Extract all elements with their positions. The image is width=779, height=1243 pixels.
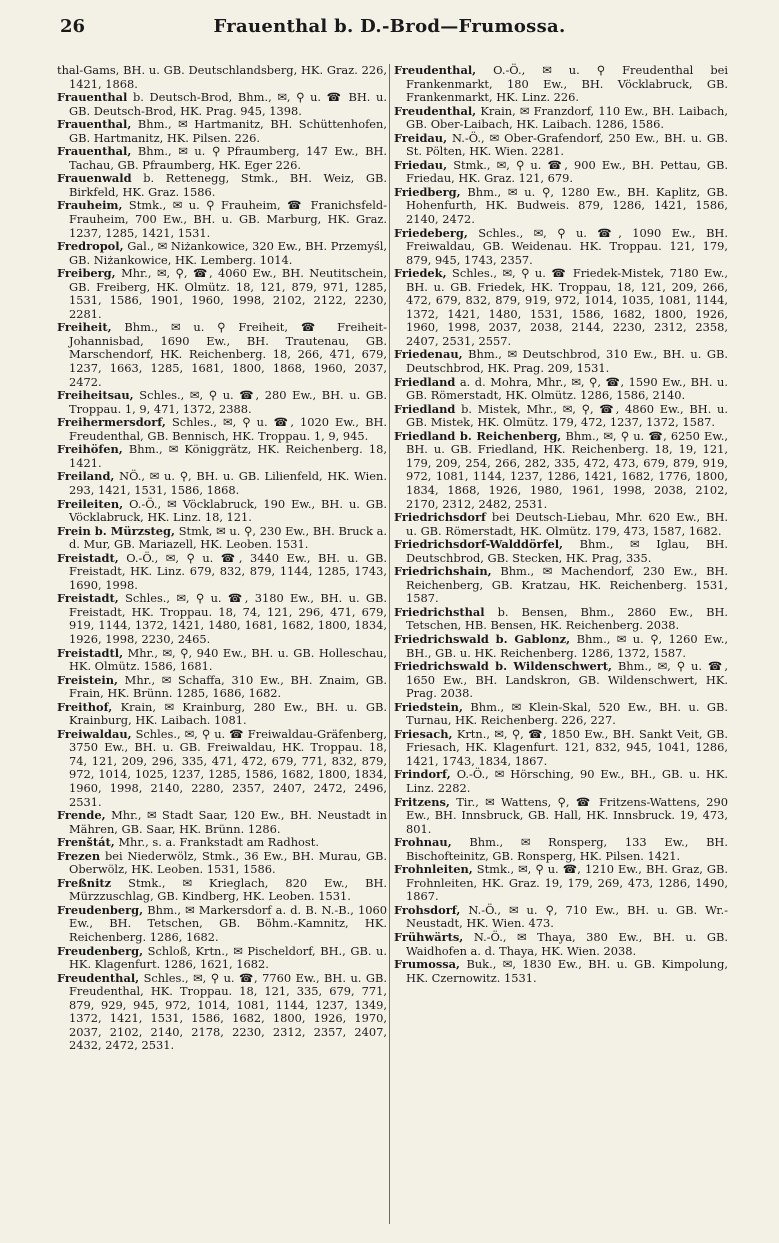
entry-headword: Friedland b. Reichenberg, (394, 428, 562, 443)
directory-entry (394, 132, 728, 159)
entry-headword: Freistein, (57, 672, 118, 687)
entry-text: Schles., ✉, ⚲ u. ☎, 7760 Ew., BH. u. GB. Freudenthal, HK. Troppau. 18, 121, 335, 679, 771, 879, 929, 945, 972, 1014, 1081, 1144, 1237, 1349, 1372, 1421, 1531, 1586, 1682, 1800, 1926, 1970, 2037, 2102, 2140, 2178, 2230, 2312, 2357, 2407, 2432, 2472, 2531. (69, 970, 387, 1053)
entry-text: Mhr., ✉, ⚲, ☎, 4060 Ew., BH. Neutitschein, GB. Freiberg, HK. Olmütz. 18, 121, 879, 971, 1285, 1531, 1586, 1901, 1960, 1998, 2102, 2122, 2230, 2281. (69, 266, 387, 321)
directory-entry (394, 701, 728, 728)
entry-headword: Frende, (57, 808, 106, 823)
entry-text: Stmk., ✉, ⚲ u. ☎, 900 Ew., BH. Pettau, GB. Friedau, HK. Graz. 121, 679. (406, 157, 728, 186)
entry-headword: Freiland, (57, 469, 115, 484)
entry-text: Bhm., ✉ Ronsperg, 133 Ew., BH. Bischofteinitz, GB. Ronsperg, HK. Pilsen. 1421. (406, 835, 728, 863)
entry-text: Tir., ✉ Wattens, ⚲, ☎ Fritzens-Wattens, 290 Ew., BH. Innsbruck, GB. Hall, HK. Innsbruck. 19, 473, 801. (406, 794, 729, 836)
page-number: 26 (60, 16, 86, 37)
directory-entry (394, 159, 728, 186)
entry-headword: Friedstein, (394, 699, 463, 714)
entry-text: b. Rettenegg, Stmk., BH. Weiz, GB. Birkfeld, HK. Graz. 1586. (69, 171, 387, 199)
entry-text: b. Deutsch-Brod, Bhm., ✉, ⚲ u. ☎ BH. u. GB. Deutsch-Brod, HK. Prag. 945, 1398. (69, 90, 387, 118)
directory-entry (394, 904, 728, 931)
entry-headword: Friedland (394, 401, 456, 416)
directory-entry (57, 199, 387, 240)
entry-text: b. Mistek, Mhr., ✉, ⚲, ☎, 4860 Ew., BH. u. GB. Mistek, HK. Olmütz. 179, 472, 1237, 1372, 1587. (406, 401, 729, 430)
right-column (394, 64, 728, 985)
entry-text: Bhm., ✉ Machendorf, 230 Ew., BH. Reichenberg, GB. Kratzau, HK. Reichenberg. 1531, 1587. (406, 564, 728, 606)
entry-headword: Friedrichswald b. Wildenschwert, (394, 659, 612, 674)
directory-entry (57, 674, 387, 701)
directory-entry (57, 809, 387, 836)
entry-text: Bhm., ✉ Hartmanitz, BH. Schüttenhofen, GB. Hartmanitz, HK. Pilsen. 226. (69, 117, 387, 145)
entry-text: Bhm., ✉ u. ⚲, 1280 Ew., BH. Kaplitz, GB. Hohenfurth, HK. Budweis. 879, 1286, 1421, 1586, 2140, 2472. (406, 184, 728, 227)
entry-text: N.-Ö., ✉ Thaya, 380 Ew., BH. u. GB. Waidhofen a. d. Thaya, HK. Wien. 2038. (406, 930, 729, 958)
entry-headword: Frühwärts, (394, 930, 464, 944)
entry-headword: Friedrichsthal (394, 604, 485, 619)
entry-headword: Frein b. Mürzsteg, (57, 523, 175, 538)
directory-entry (57, 904, 387, 945)
directory-entry (57, 592, 387, 646)
directory-entry (57, 850, 387, 877)
entry-text: a. d. Mohra, Mhr., ✉, ⚲, ☎, 1590 Ew., BH. u. GB. Römerstadt, HK. Olmütz. 1286, 1586, 2140. (406, 374, 728, 403)
directory-entry (57, 552, 387, 593)
directory-entry (57, 498, 387, 525)
entry-headword: Friedrichsdorf-Walddörfel, (394, 537, 564, 552)
entry-text: Krain, ✉ Franzdorf, 110 Ew., BH. Laibach, GB. Ober-Laibach, HK. Laibach. 1286, 1586. (406, 103, 729, 132)
page-header (0, 14, 779, 40)
entry-text: Stmk., ✉ u. ⚲ Frauheim, ☎ Franichsfeld-Frauheim, 700 Ew., BH. u. GB. Marburg, HK. Graz. 1237, 1285, 1421, 1531. (69, 198, 388, 240)
entry-text: Buk., ✉, 1830 Ew., BH. u. GB. Kimpolung, HK. Czernowitz. 1531. (406, 957, 728, 985)
column-divider (389, 64, 390, 1224)
directory-entry (57, 470, 387, 497)
left-column (57, 64, 387, 1053)
directory-entry (57, 443, 387, 470)
entry-text: NÖ., ✉ u. ⚲, BH. u. GB. Lilienfeld, HK. Wien. 293, 1421, 1531, 1586, 1868. (69, 469, 387, 497)
entry-headword: Freihermersdorf, (57, 415, 166, 430)
entry-text: Krain, ✉ Krainburg, 280 Ew., BH. u. GB. Krainburg, HK. Laibach. 1081. (69, 699, 387, 728)
entry-headword: Frauheim, (57, 198, 123, 213)
entry-text: Bhm., ✉ u. ⚲ Freiheit, ☎ Freiheit-Johannisbad, 1690 Ew., BH. Trautenau, GB. Marschendorf, HK. Reichenberg. 18, 266, 471, 679, 1237, 1663, 1285, 1681, 1800, 1868, 1960, 2037, 2472. (69, 320, 387, 389)
directory-entry (57, 728, 387, 809)
directory-entry (57, 945, 387, 972)
directory-entry (394, 186, 728, 227)
directory-entry (57, 647, 387, 674)
directory-entry (57, 389, 387, 416)
directory-entry (57, 172, 387, 199)
directory-entry (57, 64, 387, 91)
entry-headword: Freudenthal, (394, 103, 477, 118)
entry-headword: Friedrichsdorf (394, 510, 486, 525)
entry-text: Gal., ✉ Niżankowice, 320 Ew., BH. Przemyśl, GB. Niżankowice, HK. Lemberg. 1014. (69, 239, 387, 267)
directory-entry (394, 660, 728, 701)
entry-text: O.-Ö., ✉, ⚲ u. ☎, 3440 Ew., BH. u. GB. Freistadt, HK. Linz. 679, 832, 879, 1144, 1285, 1743, 1690, 1998. (69, 550, 387, 592)
directory-entry (57, 877, 387, 904)
entry-headword: Freistadt, (57, 550, 119, 565)
entry-headword: Freiheitsau, (57, 388, 134, 403)
directory-entry (394, 958, 728, 985)
directory-entry (57, 240, 387, 267)
entry-headword: Friedek, (394, 266, 447, 281)
entry-headword: Friedrichshain, (394, 564, 492, 579)
directory-entry (394, 348, 728, 375)
entry-headword: Freiheit, (57, 320, 112, 335)
entry-headword: Freßnitz (57, 875, 112, 890)
directory-entry (394, 403, 728, 430)
entry-text: Bhm., ✉ u. ⚲, 1260 Ew., BH., GB. u. HK. Reichenberg. 1286, 1372, 1587. (406, 631, 729, 660)
entry-headword: Frindorf, (394, 767, 451, 782)
entry-headword: Freistadtl, (57, 645, 124, 660)
entry-headword: Frohnau, (394, 835, 452, 850)
entry-text: Schles., ✉, ⚲ u. ☎ Freiwaldau-Gräfenberg, 3750 Ew., BH. u. GB. Freiwaldau, HK. Troppau. 18, 74, 121, 209, 296, 335, 471, 472, 679, 771, 832, 879, 972, 1014, 1025, 1237, 1285, 1586, 1682, 1800, 1834, 1960, 1998, 2140, 2280, 2357, 2407, 2472, 2496, 2531. (69, 726, 387, 809)
directory-entry (57, 321, 387, 389)
directory-entry (394, 376, 728, 403)
entry-text: Krtn., ✉, ⚲, ☎, 1850 Ew., BH. Sankt Veit, GB. Friesach, HK. Klagenfurt. 121, 832, 945, 1041, 1286, 1421, 1743, 1834, 1867. (406, 726, 729, 768)
entry-text: O.-Ö., ✉ Hörsching, 90 Ew., BH., GB. u. HK. Linz. 2282. (406, 767, 729, 795)
directory-entry (394, 863, 728, 904)
entry-headword: Freidau, (394, 130, 448, 145)
entry-text: Mhr., s. a. Frankstadt am Radhost. (118, 835, 319, 850)
entry-text: Schles., ✉, ⚲ u. ☎, 3180 Ew., BH. u. GB. Freistadt, HK. Troppau. 18, 74, 121, 296, 471, 679, 919, 1144, 1372, 1421, 1480, 1681, 1682, 1800, 1834, 1926, 1998, 2230, 2465. (69, 591, 387, 646)
entry-headword: Freiberg, (57, 266, 116, 281)
entry-headword: Frohsdorf, (394, 902, 461, 917)
entry-headword: Friedrichswald b. Gablonz, (394, 631, 571, 646)
entry-headword: Fredropol, (57, 239, 124, 254)
directory-entry (394, 768, 728, 795)
entry-headword: Freistadt, (57, 591, 119, 606)
entry-text: Stmk., ✉ Krieglach, 820 Ew., BH. Mürzzuschlag, GB. Kindberg, HK. Leoben. 1531. (69, 875, 387, 904)
entry-headword: Friedland (394, 374, 456, 389)
directory-entry (394, 606, 728, 633)
directory-entry (394, 931, 728, 958)
entry-text: N.-Ö., ✉ Ober-Grafendorf, 250 Ew., BH. u. GB. St. Pölten, HK. Wien. 2281. (406, 130, 729, 159)
entry-text: N.-Ö., ✉ u. ⚲, 710 Ew., BH. u. GB. Wr.-Neustadt, HK. Wien. 473. (406, 902, 729, 931)
directory-entry (57, 836, 387, 850)
entry-headword: Frauenwald (57, 171, 132, 186)
entry-text: Bhm., ✉ Königgrätz, HK. Reichenberg. 18, 1421. (69, 442, 388, 470)
entry-text: Schloß, Krtn., ✉ Pischeldorf, BH., GB. u. HK. Klagenfurt. 1286, 1621, 1682. (69, 943, 388, 972)
entry-text: O.-Ö., ✉ u. ⚲ Freudenthal bei Frankenmarkt, 180 Ew., BH. Vöcklabruck, GB. Frankenmarkt, HK. Linz. 226. (406, 63, 728, 105)
entry-headword: Freithof, (57, 699, 113, 714)
entry-text: Bhm., ✉ Deutschbrod, 310 Ew., BH. u. GB. Deutschbrod, HK. Prag. 209, 1531. (406, 347, 728, 376)
entry-headword: Frohnleiten, (394, 862, 473, 877)
entry-text: Stmk, ✉ u. ⚲, 230 Ew., BH. Bruck a. d. Mur, GB. Mariazell, HK. Leoben. 1531. (69, 523, 388, 552)
entry-headword: Fritzens, (394, 794, 450, 809)
directory-entry (57, 91, 387, 118)
entry-headword: Friedeberg, (394, 225, 468, 240)
entry-text: Bhm., ✉ Klein-Skal, 520 Ew., BH. u. GB. Turnau, HK. Reichenberg. 226, 227. (406, 699, 728, 728)
entry-text: thal-Gams, BH. u. GB. Deutschlandsberg, HK. Graz. 226, 1421, 1868. (57, 63, 387, 91)
entry-headword: Freudenthal, (57, 970, 140, 985)
entry-text: Mhr., ✉ Stadt Saar, 120 Ew., BH. Neustadt in Mähren, GB. Saar, HK. Brünn. 1286. (69, 808, 387, 836)
entry-text: Mhr., ✉, ⚲, 940 Ew., BH. u. GB. Holleschau, HK. Olmütz. 1586, 1681. (69, 645, 387, 674)
entry-headword: Frauenthal, (57, 144, 132, 159)
entry-text: Bhm., ✉ Iglau, BH. Deutschbrod, GB. Stecken, HK. Prag, 335. (406, 537, 728, 565)
page-title: Frauenthal b. D.-Brod—Frumossa. (213, 16, 566, 37)
directory-entry (394, 565, 728, 606)
entry-text: Mhr., ✉ Schaffa, 310 Ew., BH. Znaim, GB. Frain, HK. Brünn. 1285, 1686, 1682. (69, 672, 387, 701)
entry-text: Stmk., ✉, ⚲ u. ☎, 1210 Ew., BH. Graz, GB. Frohnleiten, HK. Graz. 19, 179, 269, 473, 1286, 1490, 1867. (406, 862, 728, 904)
entry-headword: Frumossa, (394, 957, 460, 972)
entry-text: Bhm., ✉, ⚲ u. ☎, 1650 Ew., BH. Landskron, GB. Wildenschwert, HK. Prag. 2038. (406, 659, 728, 701)
directory-entry (394, 267, 728, 348)
entry-text: Schles., ✉, ⚲ u. ☎, 280 Ew., BH. u. GB. Troppau. 1, 9, 471, 1372, 2388. (69, 388, 387, 416)
entry-text: Bhm., ✉ u. ⚲ Pfraumberg, 147 Ew., BH. Tachau, GB. Pfraumberg, HK. Eger 226. (69, 144, 387, 172)
entry-text: b. Bensen, Bhm., 2860 Ew., BH. Tetschen, HB. Bensen, HK. Reichenberg. 2038. (406, 604, 729, 633)
entry-text: bei Deutsch-Liebau, Mhr. 620 Ew., BH. u. GB. Römerstadt, HK. Olmütz. 179, 473, 1587, 1682. (406, 510, 728, 538)
entry-headword: Freudenthal, (394, 63, 477, 77)
entry-text: Schles., ✉, ⚲ u. ☎, 1020 Ew., BH. Freudenthal, GB. Bennisch, HK. Troppau. 1, 9, 945. (69, 415, 387, 443)
directory-entry (394, 538, 728, 565)
directory-entry (57, 416, 387, 443)
entry-headword: Freudenberg, (57, 943, 144, 958)
entry-headword: Freiwaldau, (57, 726, 132, 741)
directory-entry (394, 633, 728, 660)
entry-headword: Friedau, (394, 157, 448, 172)
entry-text: bei Niederwölz, Stmk., 36 Ew., BH. Murau, GB. Oberwölz, HK. Leoben. 1531, 1586. (69, 848, 387, 877)
directory-entry (394, 796, 728, 837)
entry-headword: Friedenau, (394, 347, 463, 362)
entry-text: Bhm., ✉, ⚲ u. ☎, 6250 Ew., BH. u. GB. Friedland, HK. Reichenberg. 18, 19, 121, 179, 209, 254, 266, 282, 335, 472, 473, 679, 879, 919, 972, 1081, 1144, 1237, 1286, 1421, 1682, 1776, 1800, 1834, 1868, 1926, 1980, 1961, 1998, 2038, 2102, 2170, 2312, 2482, 2531. (406, 428, 728, 511)
entry-headword: Frauenthal, (57, 117, 132, 132)
entry-headword: Frauenthal (57, 90, 128, 105)
directory-entry (57, 118, 387, 145)
directory-entry (394, 836, 728, 863)
entry-headword: Freudenberg, (57, 902, 144, 917)
directory-entry (394, 227, 728, 268)
directory-entry (57, 145, 387, 172)
entry-text: Schles., ✉, ⚲ u. ☎, 1090 Ew., BH. Freiwaldau, GB. Weidenau. HK. Troppau. 121, 179, 879, 945, 1743, 2357. (406, 225, 728, 267)
entry-headword: Frezen (57, 848, 101, 863)
entry-headword: Frenštát, (57, 835, 115, 850)
entry-text: Bhm., ✉ Markersdorf a. d. B. N.-B., 1060 Ew., BH. Tetschen, GB. Böhm.-Kamnitz, HK. Reichenberg. 1286, 1682. (69, 902, 387, 944)
directory-entry (57, 701, 387, 728)
entry-text: O.-Ö., ✉ Vöcklabruck, 190 Ew., BH. u. GB. Vöcklabruck, HK. Linz. 18, 121. (69, 496, 387, 525)
directory-entry (57, 267, 387, 321)
directory-entry (57, 972, 387, 1053)
entry-headword: Friedberg, (394, 184, 461, 199)
directory-entry (394, 511, 728, 538)
directory-entry (394, 64, 728, 105)
directory-entry (394, 430, 728, 511)
directory-entry (57, 525, 387, 552)
entry-headword: Friesach, (394, 726, 453, 741)
directory-entry (394, 728, 728, 769)
entry-text: Schles., ✉, ⚲ u. ☎ Friedek-Mistek, 7180 Ew., BH. u. GB. Friedek, HK. Troppau, 18, 121, 209, 266, 472, 679, 832, 879, 919, 972, 1014, 1035, 1081, 1144, 1372, 1421, 1480, 1531, 1586, 1682, 1800, 1926, 1960, 1998, 2037, 2038, 2144, 2230, 2312, 2358, 2407, 2531, 2557. (406, 266, 728, 348)
directory-entry (394, 105, 728, 132)
entry-headword: Freileiten, (57, 496, 124, 511)
entry-headword: Freihöfen, (57, 442, 123, 457)
